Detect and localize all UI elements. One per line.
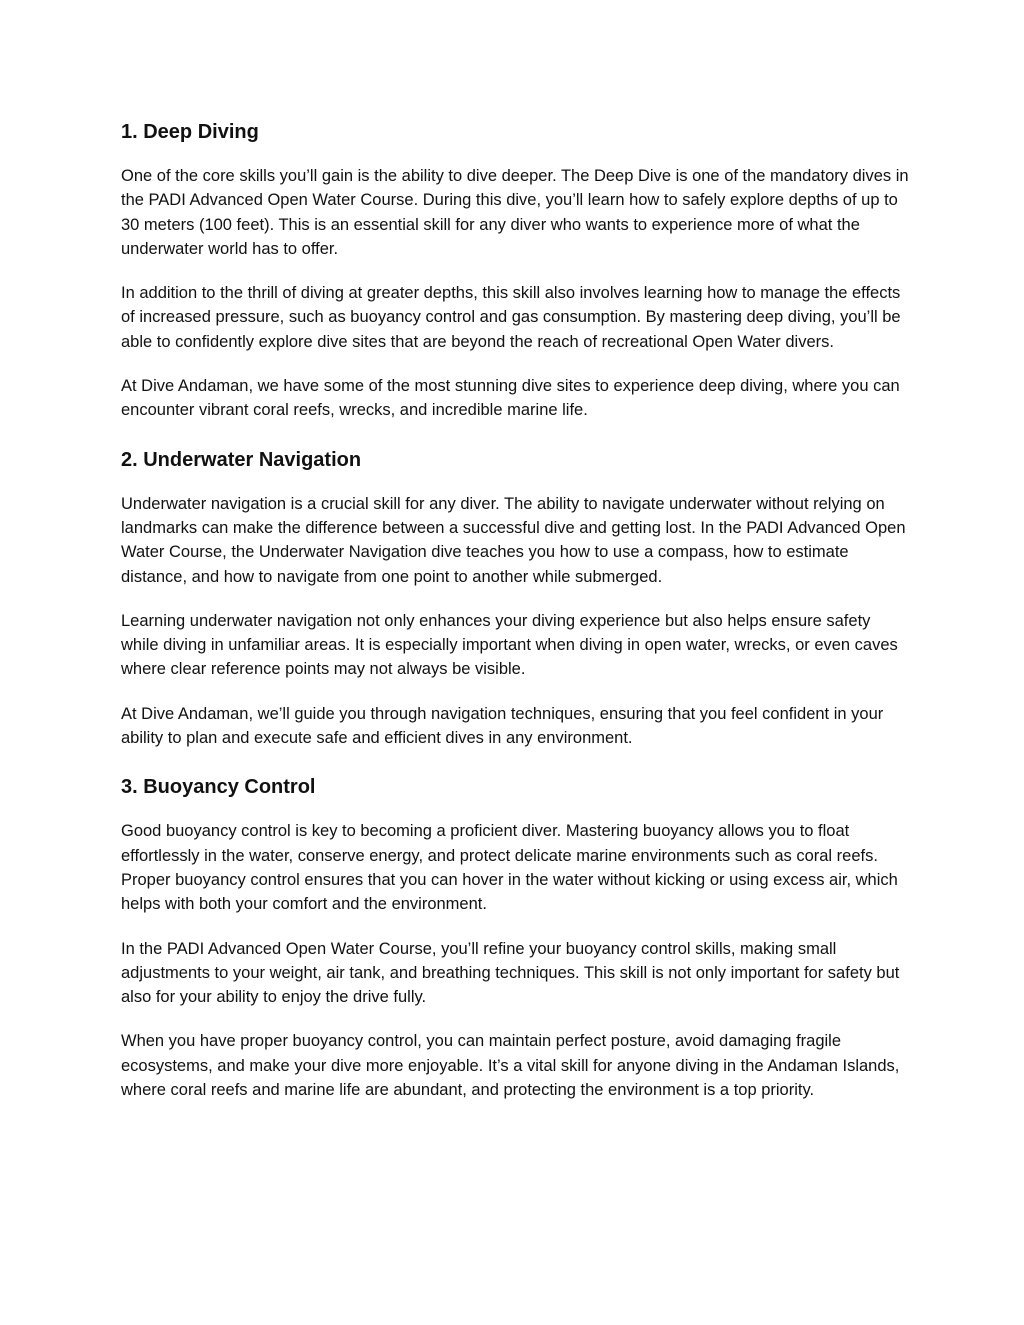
document-page [121,118,911,1125]
paragraph: Learning underwater navigation not only enhances your diving experience but also helps ensure safety while diving in unfamiliar areas. It is especially important when diving in open water, wrecks, or even caves where clear reference points may not always be visible. [121,611,898,679]
paragraph: Good buoyancy control is key to becoming a proficient diver. Mastering buoyancy allows you to float effortlessly in the water, conserve energy, and protect delicate marine environments such as coral reefs. Proper buoyancy control ensures that you can hover in the water without kicking or using excess air, which helps with both your comfort and the environment. [121,822,898,914]
section-buoyancy-control [121,773,911,1102]
paragraph: In addition to the thrill of diving at greater depths, this skill also involves learning how to manage the effects of increased pressure, such as buoyancy control and gas consumption. By mastering deep diving, you’ll be able to confidently explore dive sites that are beyond the reach of recreational Open Water divers. [121,284,901,351]
section-heading: 1. Deep Diving [121,121,259,143]
paragraph: In the PADI Advanced Open Water Course, you’ll refine your buoyancy control skills, making small adjustments to your weight, air tank, and breathing techniques. This skill is not only important for safety but also for your ability to enjoy the drive fully. [121,939,900,1007]
section-deep-diving [121,118,911,423]
section-heading: 3. Buoyancy Control [121,776,316,799]
paragraph: When you have proper buoyancy control, you can maintain perfect posture, avoid damaging fragile ecosystems, and make your dive more enjoyable. It’s a vital skill for anyone diving in the Andaman Islands, where coral reefs and marine life are abundant, and protecting the environment is a top priority. [121,1032,900,1100]
paragraph: Underwater navigation is a crucial skill for any diver. The ability to navigate underwater without relying on landmarks can make the difference between a successful dive and getting lost. In the PADI Advanced Open Water Course, the Underwater Navigation dive teaches you how to use a compass, how to estimate distance, and how to navigate from one point to another while submerged. [121,494,906,586]
paragraph: At Dive Andaman, we’ll guide you through navigation techniques, ensuring that you feel confident in your ability to plan and execute safe and efficient dives in any environment. [121,704,884,748]
paragraph: One of the core skills you’ll gain is the ability to dive deeper. The Deep Dive is one of the mandatory dives in the PADI Advanced Open Water Course. During this dive, you’ll learn how to safely explore depths of up to 30 meters (100 feet). This is an essential skill for any diver who wants to experience more of what the underwater world has to offer. [121,167,909,258]
section-heading: 2. Underwater Navigation [121,448,362,471]
section-underwater-navigation [121,446,911,751]
paragraph: At Dive Andaman, we have some of the most stunning dive sites to experience deep diving, where you can encounter vibrant coral reefs, wrecks, and incredible marine life. [121,377,900,420]
